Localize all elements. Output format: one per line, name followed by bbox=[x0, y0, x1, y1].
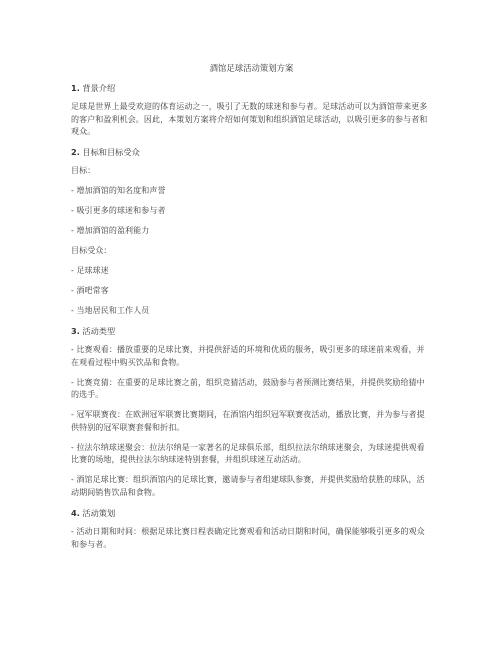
section-number: 1. bbox=[71, 83, 80, 93]
section-3-heading bbox=[71, 325, 432, 337]
section-title: 活动策划 bbox=[82, 507, 116, 518]
goal-item: - 增加酒馆的盈利能力 bbox=[71, 226, 150, 236]
section-title: 背景介绍 bbox=[82, 83, 116, 93]
goal-item: - 吸引更多的球迷和参与者 bbox=[71, 206, 166, 216]
audience-item: - 当地居民和工作人员 bbox=[71, 306, 150, 316]
section-number: 3. bbox=[71, 326, 80, 337]
section-4-heading bbox=[71, 507, 432, 519]
document-title: 酒馆足球活动策划方案 bbox=[209, 63, 294, 73]
activity-item: - 比赛竞猜：在重要的足球比赛之前，组织竞猜活动，鼓励参与者预测比赛结果，并提供奖励给猜中的选手。 bbox=[71, 377, 425, 400]
section-title: 目标和目标受众 bbox=[82, 147, 140, 158]
activity-item: - 酒馆足球比赛：组织酒馆内的足球比赛，邀请参与者组建球队参赛，并提供奖励给获胜的球队，活动期间销售饮品和食物。 bbox=[71, 475, 425, 497]
section-2-heading bbox=[71, 146, 432, 158]
goals-label: 目标： bbox=[71, 166, 96, 176]
activity-item: - 比赛观看：播放重要的足球比赛，并提供舒适的环境和优质的服务，吸引更多的球迷前来观看，并在观看过程中购买饮品和食物。 bbox=[71, 345, 425, 367]
activity-item: - 冠军联赛夜：在欧洲冠军联赛比赛期间，在酒馆内组织冠军联赛夜活动，播放比赛，并为参与者提供特别的冠军联赛套餐和折扣。 bbox=[71, 410, 425, 432]
section-number: 2. bbox=[71, 147, 80, 158]
plan-item: - 活动日期和时间：根据足球比赛日程表确定比赛观看和活动日期和时间，确保能够吸引更多的观众和参与者。 bbox=[71, 526, 425, 549]
goal-item: - 增加酒馆的知名度和声誉 bbox=[71, 186, 166, 196]
section-1-paragraph: 足球是世界上最受欢迎的体育运动之一，吸引了无数的球迷和参与者。足球活动可以为酒馆带来更多的客户和盈利机会。因此，本策划方案将介绍如何策划和组织酒馆足球活动，以吸引更多的参与者和观众。 bbox=[71, 102, 428, 137]
audience-label: 目标受众： bbox=[71, 246, 112, 256]
activity-item: - 拉法尔纳球迷聚会：拉法尔纳是一家著名的足球俱乐部，组织拉法尔纳球迷聚会，为球迷提供观看比赛的场地，提供拉法尔纳球迷特别套餐，并组织球迷互动活动。 bbox=[71, 442, 425, 465]
section-title: 活动类型 bbox=[82, 326, 116, 337]
section-1-heading bbox=[71, 82, 432, 94]
section-number: 4. bbox=[71, 507, 80, 518]
audience-item: - 酒吧常客 bbox=[71, 286, 109, 296]
audience-item: - 足球球迷 bbox=[71, 266, 109, 276]
